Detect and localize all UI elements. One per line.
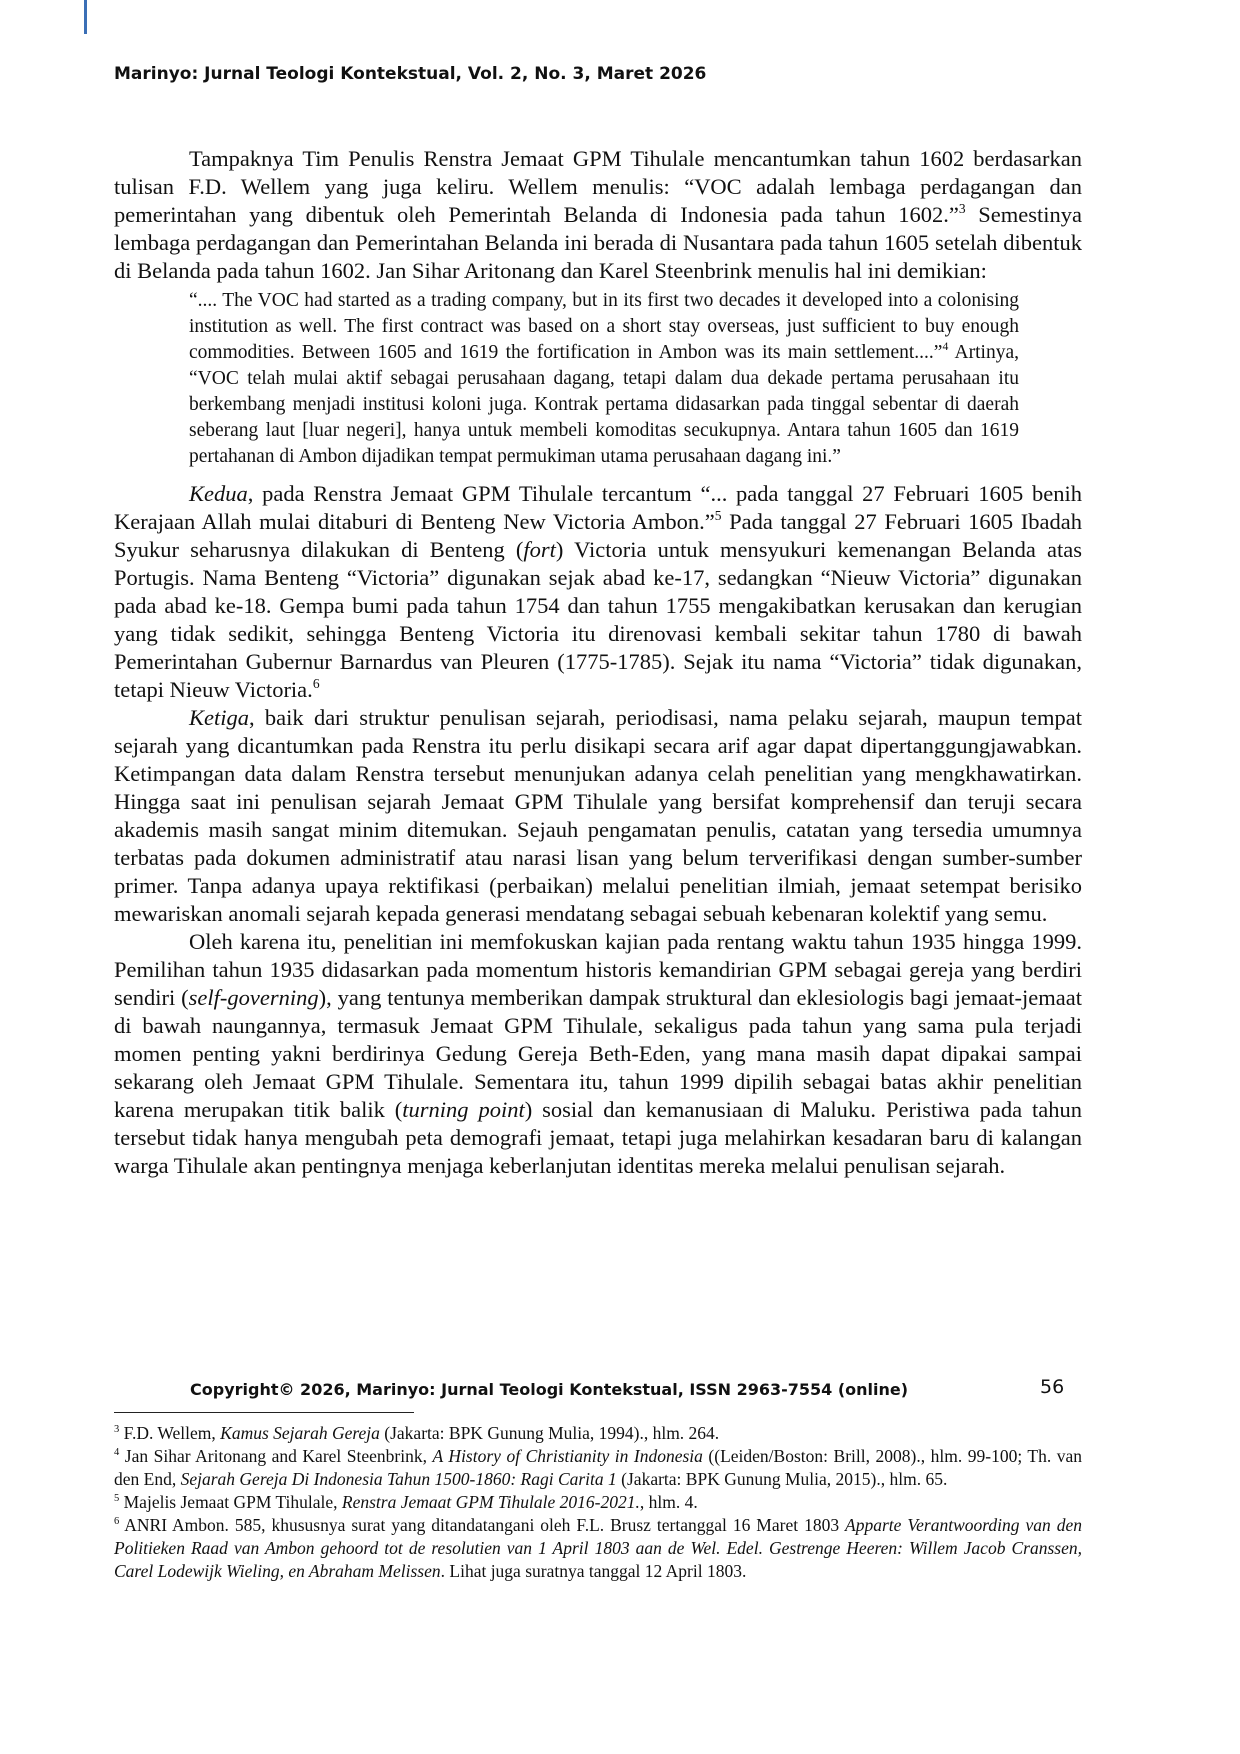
paragraph-4: Oleh karena itu, penelitian ini memfokuskan kajian pada rentang waktu tahun 1935 hingga 1999. Pemilihan tahun 1935 didasarkan pada momentum historis kemandirian GPM sebagai gereja yang berdiri sendiri (self-governing), yang tentunya memberikan dampak struktural dan eklesiologis bagi jemaat-jemaat di bawah naungannya, termasuk Jemaat GPM Tihulale, sekaligus pada tahun yang sama pula terjadi momen penting yakni berdirinya Gedung Gereja Beth-Eden, yang mana masih dapat dipakai sampai sekarang oleh Jemaat GPM Tihulale. Sementara itu, tahun 1999 dipilih sebagai batas akhir penelitian karena merupakan titik balik (turning point) sosial dan kemanusiaan di Maluku. Peristiwa pada tahun tersebut tidak hanya mengubah peta demografi jemaat, tetapi juga melahirkan kesadaran baru di kalangan warga Tihulale akan pentingnya menjaga keberlanjutan identitas mereka melalui penulisan sejarah. <box>114 929 1082 1178</box>
block-quote: “.... The VOC had started as a trading company, but in its first two decades it developed into a colonising institution as well. The first contract was based on a short stay overseas, just sufficient to buy enough commodities. Between 1605 and 1619 the fortification in Ambon was its main settlement....”$^4$ Artinya, “VOC telah mulai aktif sebagai perusahaan dagang, tetapi dalam dua dekade pertama perusahaan itu berkembang menjadi institusi koloni juga. Kontrak pertama didasarkan pada tinggal sebentar di daerah seberang laut [luar negeri], hanya untuk membeli komoditas secukupnya. Antara tahun 1605 dan 1619 pertahanan di Ambon dijadikan tempat permukiman utama perusahaan dagang ini.” <box>189 290 1019 467</box>
running-title: Marinyo: Jurnal Teologi Kontekstual, Vol. 2, No. 3, Maret 2026 <box>114 64 707 84</box>
page-number: 56 <box>1040 1376 1065 1398</box>
footnote-3: $^3$ F.D. Wellem, Kamus Sejarah Gereja (Jakarta: BPK Gunung Mulia, 1994)., hlm. 264. <box>114 1423 720 1443</box>
paragraph-1: Tampaknya Tim Penulis Renstra Jemaat GPM Tihulale mencantumkan tahun 1602 berdasarkan tulisan F.D. Wellem yang juga keliru. Wellem menulis: “VOC adalah lembaga perdagangan dan pemerintahan yang dibentuk oleh Pemerintah Belanda di Indonesia pada tahun 1602.”$^3$ Semestinya lembaga perdagangan dan Pemerintahan Belanda ini berada di Nusantara pada tahun 1605 setelah dibentuk di Belanda pada tahun 1602. Jan Sihar Aritonang dan Karel Steenbrink menulis hal ini demikian: <box>114 146 1083 283</box>
paragraph-2: Kedua, pada Renstra Jemaat GPM Tihulale tercantum “... pada tanggal 27 Februari 1605 benih Kerajaan Allah mulai ditaburi di Benteng New Victoria Ambon.”$^5$ Pada tanggal 27 Februari 1605 Ibadah Syukur seharusnya dilakukan di Benteng (fort) Victoria untuk mensyukuri kemenangan Belanda atas Portugis. Nama Benteng “Victoria” digunakan sejak abad ke-17, sedangkan “Nieuw Victoria” digunakan pada abad ke-18. Gempa bumi pada tahun 1754 dan tahun 1755 mengakibatkan kerusakan dan kerugian yang tidak sedikit, sehingga Benteng Victoria itu direnovasi kembali sekitar tahun 1780 di bawah Pemerintahan Gubernur Barnardus van Pleuren (1775-1785). Sejak itu nama “Victoria” tidak digunakan, tetapi Nieuw Victoria.$^6$ <box>114 481 1082 702</box>
footnote-ref-4[interactable]: 4 <box>942 339 949 353</box>
paragraph-3: Ketiga, baik dari struktur penulisan sejarah, periodisasi, nama pelaku sejarah, maupun tempat sejarah yang dicantumkan pada Renstra itu perlu disikapi secara arif agar dapat dipertanggungjawabkan. Ketimpangan data dalam Renstra tersebut menunjukan adanya celah penelitian yang mengkhawatirkan. Hingga saat ini penulisan sejarah Jemaat GPM Tihulale yang bersifat komprehensif dan teruji secara akademis masih sangat minim ditemukan. Sejauh pengamatan penulis, catatan yang tersedia umumnya terbatas pada dokumen administratif atau narasi lisan yang belum terverifikasi dengan sumber-sumber primer. Tanpa adanya upaya rektifikasi (perbaikan) melalui penelitian ilmiah, jemaat setempat berisiko mewariskan anomali sejarah kepada generasi mendatang sebagai sebuah kebenaran kolektif yang semu. <box>114 705 1082 926</box>
footnote-ref-3[interactable]: 3 <box>958 200 966 216</box>
footnotes <box>114 1422 1082 1583</box>
footnote-separator <box>114 1412 414 1413</box>
footnote-4: $^4$ Jan Sihar Aritonang and Karel Steenbrink, A History of Christianity in Indonesia ((Leiden/Boston: Brill, 2008)., hlm. 99-100; Th. van den End, Sejarah Gereja Di Indonesia Tahun 1500-1860: Ragi Carita 1 (Jakarta: BPK Gunung Mulia, 2015)., hlm. 65. <box>114 1446 1082 1489</box>
copyright-notice: Copyright© 2026, Marinyo: Jurnal Teologi Kontekstual, ISSN 2963-7554 (online) <box>190 1380 909 1399</box>
article-body <box>114 145 1082 1180</box>
header-accent-line <box>84 0 87 34</box>
footnote-6: $^6$ ANRI Ambon. 585, khususnya surat yang ditandatangani oleh F.L. Brusz tertanggal 16 Maret 1803 Apparte Verantwoording van den Politieken Raad van Ambon gehoord tot de resolutien van 1 April 1803 aan de Wel. Edel. Gestrenge Heeren: Willem Jacob Cranssen, Carel Lodewijk Wieling, en Abraham Melissen. Lihat juga suratnya tanggal 12 April 1803. <box>114 1515 1082 1581</box>
footnote-ref-5[interactable]: 5 <box>714 507 722 523</box>
footnote-5: $^5$ Majelis Jemaat GPM Tihulale, Renstra Jemaat GPM Tihulale 2016-2021., hlm. 4. <box>114 1492 698 1512</box>
footnote-ref-6[interactable]: 6 <box>312 675 320 691</box>
